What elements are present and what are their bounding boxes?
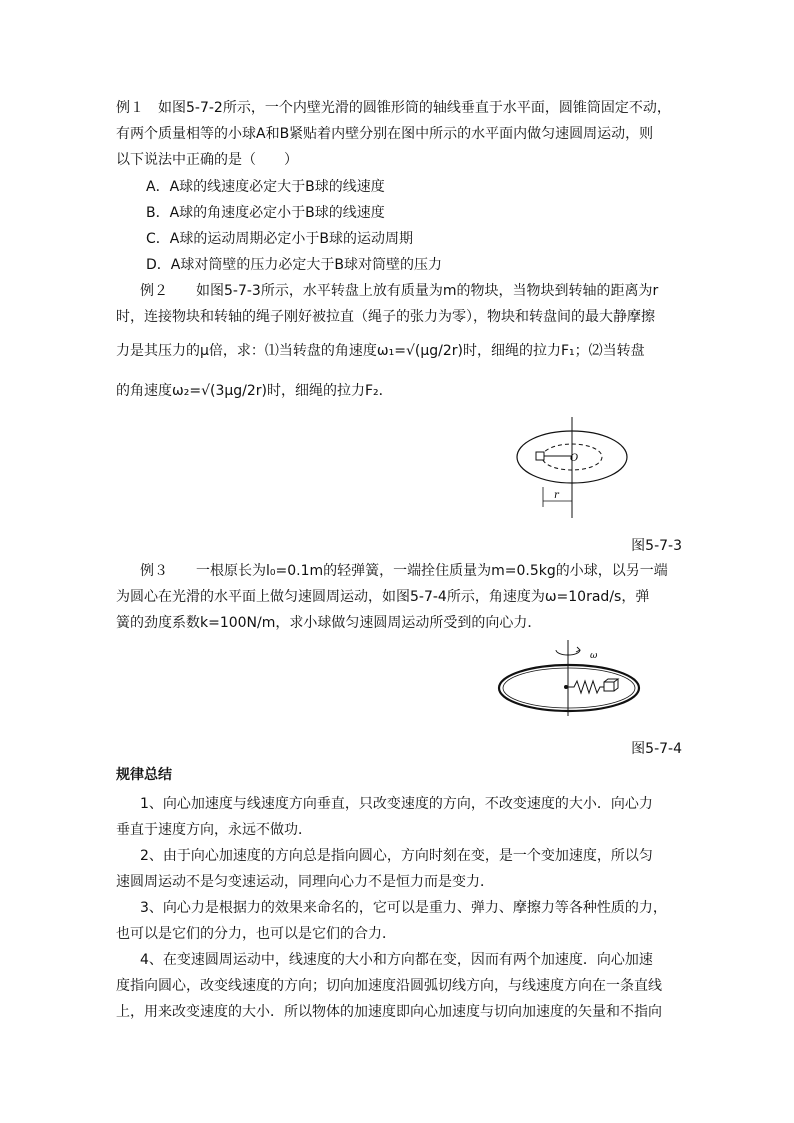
ex1-option-d: D．A球对筒壁的压力必定大于B球对筒壁的压力	[146, 257, 442, 273]
figure-5-7-3	[510, 415, 640, 520]
spring-anchor	[564, 685, 568, 689]
block	[536, 452, 544, 460]
summary-p4-b: 度指向圆心，改变线速度的方向；切向加速度沿圆弧切线方向，与线速度方向在一条直线	[116, 978, 662, 994]
ex3-line-3: 簧的劲度系数k=100N/m，求小球做匀速圆周运动所受到的向心力．	[116, 615, 542, 631]
spring	[568, 681, 604, 693]
summary-p3-b: 也可以是它们的分力，也可以是它们的合力．	[116, 926, 396, 942]
summary-p2-a: 2、由于向心加速度的方向总是指向圆心，方向时刻在变，是一个变加速度，所以匀	[140, 848, 653, 864]
summary-p4-c: 上，用来改变速度的大小．所以物体的加速度即向心加速度与切向加速度的矢量和不指向	[116, 1004, 662, 1020]
ex1-line-2: 有两个质量相等的小球A和B紧贴着内壁分别在图中所示的水平面内做匀速圆周运动，则	[116, 126, 654, 142]
center-label: O	[570, 453, 579, 464]
figure-5-7-3-label: 图5-7-3	[631, 538, 682, 554]
omega-label: ω	[590, 651, 598, 661]
ex2-line-3: 力是其压力的μ倍，求：⑴当转盘的角速度ω₁=√(μg/2r)时，细绳的拉力F₁；⑵当转盘	[116, 343, 645, 359]
ball-block	[604, 682, 614, 691]
ex3-line-1: 例３ 一根原长为l₀=0.1m的轻弹簧，一端拴住质量为m=0.5kg的小球，以另一端	[140, 563, 668, 579]
plane-inner	[503, 668, 635, 708]
r-label: r	[554, 490, 559, 501]
summary-p1-b: 垂直于速度方向，永远不做功．	[116, 822, 312, 838]
summary-p2-b: 速圆周运动不是匀变速运动，同理向心力不是恒力而是变力．	[116, 874, 494, 890]
ex1-option-a: A．A球的线速度必定大于B球的线速度	[146, 179, 385, 195]
summary-title: 规律总结	[116, 767, 172, 783]
ex1-line-1: 例１ 如图5-7-2所示，一个内壁光滑的圆锥形筒的轴线垂直于水平面，圆锥筒固定不动，	[116, 100, 671, 116]
ex1-line-3: 以下说法中正确的是（ ）	[116, 152, 298, 168]
figure-5-7-4	[494, 638, 644, 728]
summary-p4-a: 4、在变速圆周运动中，线速度的大小和方向都在变，因而有两个加速度．向心加速	[140, 952, 653, 968]
summary-p3-a: 3、向心力是根据力的效果来命名的，它可以是重力、弹力、摩擦力等各种性质的力，	[140, 900, 667, 916]
ex1-option-c: C．A球的运动周期必定小于B球的运动周期	[146, 231, 413, 247]
ex3-line-2: 为圆心在光滑的水平面上做匀速圆周运动，如图5-7-4所示，角速度为ω=10rad/s，弹	[116, 589, 650, 605]
ex1-option-b: B．A球的角速度必定小于B球的线速度	[146, 205, 385, 221]
summary-p1-a: 1、向心加速度与线速度方向垂直，只改变速度的方向，不改变速度的大小．向心力	[140, 796, 653, 812]
ex2-line-4: 的角速度ω₂=√(3μg/2r)时，细绳的拉力F₂．	[116, 383, 393, 399]
figure-5-7-4-label: 图5-7-4	[631, 741, 682, 757]
ex2-line-2: 时，连接物块和转轴的绳子刚好被拉直（绳子的张力为零），物块和转盘间的最大静摩擦	[116, 309, 655, 325]
ex2-line-1: 例２ 如图5-7-3所示，水平转盘上放有质量为m的物块，当物块到转轴的距离为r	[140, 283, 659, 299]
